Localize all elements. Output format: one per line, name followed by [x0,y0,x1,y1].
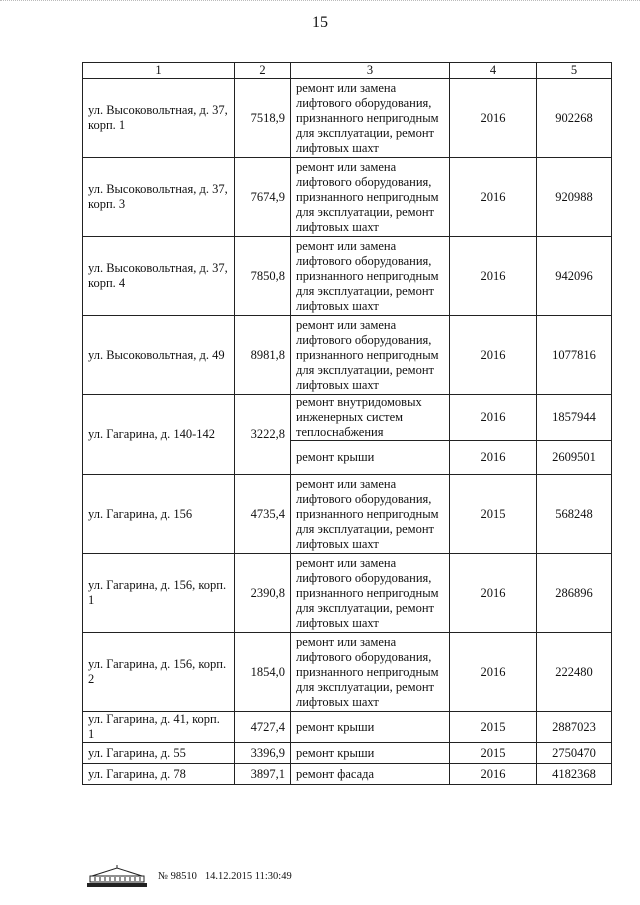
column-header: 4 [450,63,537,79]
area-cell: 2390,8 [235,554,291,633]
year-cell: 2016 [450,441,537,475]
column-header: 3 [291,63,450,79]
address-cell: ул. Высоковольтная, д. 37, корп. 3 [83,158,235,237]
table-row [83,712,612,743]
work-type-cell: ремонт или замена лифтового оборудования, признанного непригодным для эксплуатации, ремонт лифтовых шахт [291,633,450,712]
cost-cell: 286896 [537,554,612,633]
area-cell: 3396,9 [235,743,291,764]
address-cell: ул. Гагарина, д. 55 [83,743,235,764]
scan-top-edge [0,0,640,7]
table-row [83,633,612,712]
work-type-cell: ремонт фасада [291,764,450,785]
building-logo-icon [84,864,150,888]
table-row [83,237,612,316]
year-cell: 2016 [450,764,537,785]
year-cell: 2015 [450,475,537,554]
area-cell: 4735,4 [235,475,291,554]
year-cell: 2015 [450,712,537,743]
year-cell: 2016 [450,395,537,441]
table-row [83,158,612,237]
address-cell: ул. Высоковольтная, д. 37, корп. 1 [83,79,235,158]
cost-cell: 222480 [537,633,612,712]
cost-cell: 568248 [537,475,612,554]
cost-cell: 942096 [537,237,612,316]
cost-cell: 2609501 [537,441,612,475]
address-cell: ул. Гагарина, д. 156, корп. 1 [83,554,235,633]
table-row [83,475,612,554]
cost-cell: 1857944 [537,395,612,441]
area-cell: 7850,8 [235,237,291,316]
work-type-cell: ремонт крыши [291,743,450,764]
address-cell: ул. Гагарина, д. 156, корп. 2 [83,633,235,712]
year-cell: 2016 [450,158,537,237]
cost-cell: 2750470 [537,743,612,764]
area-cell: 7518,9 [235,79,291,158]
year-cell: 2016 [450,554,537,633]
work-type-cell: ремонт или замена лифтового оборудования, признанного непригодным для эксплуатации, ремонт лифтовых шахт [291,79,450,158]
area-cell: 3222,8 [235,395,291,475]
work-type-cell: ремонт или замена лифтового оборудования, признанного непригодным для эксплуатации, ремонт лифтовых шахт [291,237,450,316]
document-timestamp: 14.12.2015 11:30:49 [204,870,292,882]
table-row [83,316,612,395]
address-cell: ул. Высоковольтная, д. 49 [83,316,235,395]
document-number: № 98510 [158,870,197,882]
cost-cell: 2887023 [537,712,612,743]
table-row [83,743,612,764]
address-cell: ул. Гагарина, д. 78 [83,764,235,785]
work-type-cell: ремонт или замена лифтового оборудования, признанного непригодным для эксплуатации, ремонт лифтовых шахт [291,158,450,237]
table-row [83,764,612,785]
table-row [83,554,612,633]
works-table [82,62,612,785]
work-type-cell: ремонт крыши [291,441,450,475]
cost-cell: 4182368 [537,764,612,785]
year-cell: 2015 [450,743,537,764]
address-cell: ул. Высоковольтная, д. 37, корп. 4 [83,237,235,316]
address-cell: ул. Гагарина, д. 41, корп. 1 [83,712,235,743]
table-row [83,79,612,158]
cost-cell: 920988 [537,158,612,237]
cost-cell: 1077816 [537,316,612,395]
column-header: 5 [537,63,612,79]
work-type-cell: ремонт внутридомовых инженерных систем теплоснабжения [291,395,450,441]
year-cell: 2016 [450,237,537,316]
year-cell: 2016 [450,316,537,395]
area-cell: 7674,9 [235,158,291,237]
area-cell: 3897,1 [235,764,291,785]
column-header: 1 [83,63,235,79]
area-cell: 1854,0 [235,633,291,712]
year-cell: 2016 [450,79,537,158]
cost-cell: 902268 [537,79,612,158]
year-cell: 2016 [450,633,537,712]
work-type-cell: ремонт или замена лифтового оборудования, признанного непригодным для эксплуатации, ремонт лифтовых шахт [291,554,450,633]
work-type-cell: ремонт или замена лифтового оборудования, признанного непригодным для эксплуатации, ремонт лифтовых шахт [291,316,450,395]
area-cell: 8981,8 [235,316,291,395]
work-type-cell: ремонт или замена лифтового оборудования, признанного непригодным для эксплуатации, ремонт лифтовых шахт [291,475,450,554]
document-footer [84,864,292,888]
address-cell: ул. Гагарина, д. 140-142 [83,395,235,475]
table-row [83,395,612,441]
work-type-cell: ремонт крыши [291,712,450,743]
table-header-row [83,63,612,79]
address-cell: ул. Гагарина, д. 156 [83,475,235,554]
column-header: 2 [235,63,291,79]
page-number: 15 [312,14,328,31]
area-cell: 4727,4 [235,712,291,743]
